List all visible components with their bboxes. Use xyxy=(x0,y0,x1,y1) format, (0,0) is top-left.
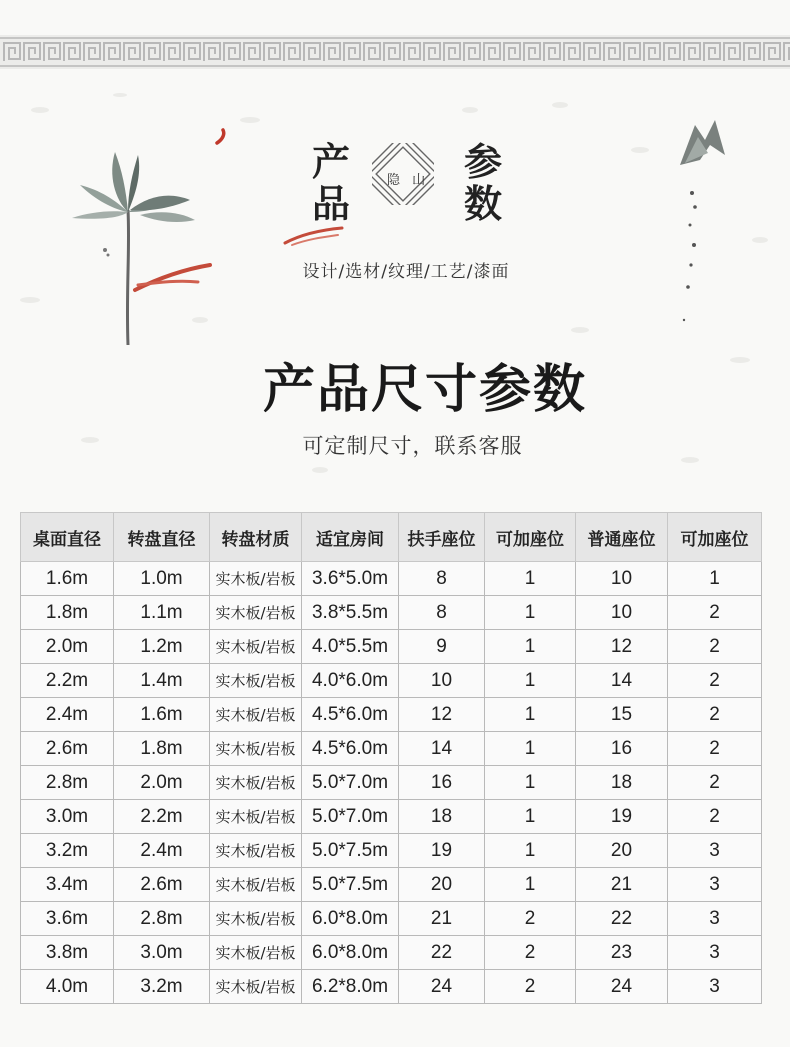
table-cell: 1 xyxy=(485,732,576,766)
table-cell: 10 xyxy=(576,596,668,630)
table-row xyxy=(21,698,762,732)
table-cell: 3.8*5.5m xyxy=(302,596,399,630)
title-char: 参 xyxy=(464,139,503,184)
table-cell: 9 xyxy=(399,630,485,664)
table-cell: 2.0m xyxy=(114,766,210,800)
table-row xyxy=(21,630,762,664)
table-cell: 19 xyxy=(399,834,485,868)
table-row xyxy=(21,766,762,800)
table-cell: 2.8m xyxy=(21,766,114,800)
table-cell: 实木板/岩板 xyxy=(210,630,302,664)
table-cell: 14 xyxy=(399,732,485,766)
table-cell: 实木板/岩板 xyxy=(210,868,302,902)
table-cell: 实木板/岩板 xyxy=(210,698,302,732)
table-body xyxy=(21,562,762,1004)
table-cell: 8 xyxy=(399,562,485,596)
column-header: 转盘直径 xyxy=(114,513,210,562)
table-row xyxy=(21,664,762,698)
table-cell: 2 xyxy=(668,596,762,630)
table-row xyxy=(21,868,762,902)
table-cell: 22 xyxy=(576,902,668,936)
table-cell: 24 xyxy=(576,970,668,1004)
table-cell: 实木板/岩板 xyxy=(210,902,302,936)
table-cell: 2 xyxy=(668,698,762,732)
table-cell: 3.0m xyxy=(21,800,114,834)
table-cell: 3.4m xyxy=(21,868,114,902)
table-cell: 1.6m xyxy=(21,562,114,596)
table-cell: 4.0m xyxy=(21,970,114,1004)
table-cell: 3.6m xyxy=(21,902,114,936)
table-cell: 3.8m xyxy=(21,936,114,970)
table-cell: 实木板/岩板 xyxy=(210,562,302,596)
table-row xyxy=(21,732,762,766)
product-params-title-block xyxy=(300,135,520,235)
red-brush-mark-icon xyxy=(211,128,231,148)
title-char: 品 xyxy=(312,181,351,226)
table-cell: 1.4m xyxy=(114,664,210,698)
table-cell: 实木板/岩板 xyxy=(210,766,302,800)
column-header: 可加座位 xyxy=(668,513,762,562)
table-row xyxy=(21,800,762,834)
table-cell: 10 xyxy=(399,664,485,698)
table-cell: 实木板/岩板 xyxy=(210,664,302,698)
table-row xyxy=(21,562,762,596)
table-row xyxy=(21,970,762,1004)
table-cell: 2.2m xyxy=(21,664,114,698)
table-row xyxy=(21,834,762,868)
table-cell: 1 xyxy=(485,834,576,868)
table-cell: 1 xyxy=(485,630,576,664)
table-cell: 2 xyxy=(668,766,762,800)
table-cell: 20 xyxy=(576,834,668,868)
table-cell: 12 xyxy=(576,630,668,664)
table-cell: 2.6m xyxy=(21,732,114,766)
table-cell: 2 xyxy=(485,936,576,970)
table-cell: 1 xyxy=(485,562,576,596)
table-cell: 1 xyxy=(485,766,576,800)
table-cell: 3 xyxy=(668,834,762,868)
lotus-ink-illustration xyxy=(60,140,220,350)
table-cell: 10 xyxy=(576,562,668,596)
table-cell: 1.0m xyxy=(114,562,210,596)
table-cell: 4.0*5.5m xyxy=(302,630,399,664)
seal-text: 隐 山 xyxy=(387,173,430,188)
table-cell: 6.0*8.0m xyxy=(302,936,399,970)
table-cell: 3.6*5.0m xyxy=(302,562,399,596)
subtitle: 设计/选材/纹理/工艺/漆面 xyxy=(302,262,510,282)
table-cell: 实木板/岩板 xyxy=(210,596,302,630)
table-cell: 2 xyxy=(668,732,762,766)
table-cell: 4.5*6.0m xyxy=(302,698,399,732)
table-cell: 6.2*8.0m xyxy=(302,970,399,1004)
table-row xyxy=(21,596,762,630)
decorative-border xyxy=(0,35,790,69)
table-cell: 2 xyxy=(668,664,762,698)
table-cell: 1 xyxy=(485,664,576,698)
table-header-row xyxy=(21,513,762,562)
table-cell: 5.0*7.5m xyxy=(302,868,399,902)
table-row xyxy=(21,936,762,970)
table-cell: 14 xyxy=(576,664,668,698)
title-char: 产 xyxy=(312,139,351,184)
column-header: 适宜房间 xyxy=(302,513,399,562)
table-cell: 1 xyxy=(485,868,576,902)
table-cell: 实木板/岩板 xyxy=(210,800,302,834)
column-header: 可加座位 xyxy=(485,513,576,562)
table-cell: 2.6m xyxy=(114,868,210,902)
table-cell: 2 xyxy=(485,902,576,936)
table-cell: 2.4m xyxy=(114,834,210,868)
table-cell: 2 xyxy=(485,970,576,1004)
table-cell: 12 xyxy=(399,698,485,732)
table-cell: 2 xyxy=(668,630,762,664)
table-cell: 5.0*7.0m xyxy=(302,800,399,834)
table-row xyxy=(21,902,762,936)
table-cell: 1.6m xyxy=(114,698,210,732)
table-cell: 1 xyxy=(485,800,576,834)
table-cell: 3.2m xyxy=(21,834,114,868)
column-header: 桌面直径 xyxy=(21,513,114,562)
table-cell: 2.2m xyxy=(114,800,210,834)
table-cell: 实木板/岩板 xyxy=(210,970,302,1004)
table-cell: 19 xyxy=(576,800,668,834)
table-cell: 22 xyxy=(399,936,485,970)
table-cell: 18 xyxy=(399,800,485,834)
table-cell: 实木板/岩板 xyxy=(210,834,302,868)
size-spec-table-wrapper xyxy=(20,512,762,1004)
table-cell: 24 xyxy=(399,970,485,1004)
table-cell: 3 xyxy=(668,970,762,1004)
table-cell: 4.0*6.0m xyxy=(302,664,399,698)
table-cell: 2.4m xyxy=(21,698,114,732)
table-cell: 实木板/岩板 xyxy=(210,936,302,970)
table-cell: 5.0*7.5m xyxy=(302,834,399,868)
mountain-ink-illustration xyxy=(670,115,730,335)
column-header: 扶手座位 xyxy=(399,513,485,562)
table-cell: 1.8m xyxy=(114,732,210,766)
table-cell: 1.2m xyxy=(114,630,210,664)
size-spec-table xyxy=(20,512,762,1004)
table-cell: 3.2m xyxy=(114,970,210,1004)
table-cell: 3 xyxy=(668,936,762,970)
table-cell: 4.5*6.0m xyxy=(302,732,399,766)
table-cell: 23 xyxy=(576,936,668,970)
table-cell: 实木板/岩板 xyxy=(210,732,302,766)
table-cell: 21 xyxy=(576,868,668,902)
table-cell: 1.8m xyxy=(21,596,114,630)
table-cell: 21 xyxy=(399,902,485,936)
table-cell: 18 xyxy=(576,766,668,800)
table-cell: 3.0m xyxy=(114,936,210,970)
column-header: 转盘材质 xyxy=(210,513,302,562)
table-cell: 2 xyxy=(668,800,762,834)
table-cell: 1.1m xyxy=(114,596,210,630)
page-subtitle: 可定制尺寸，联系客服 xyxy=(302,434,523,458)
table-cell: 6.0*8.0m xyxy=(302,902,399,936)
table-cell: 8 xyxy=(399,596,485,630)
table-cell: 2.0m xyxy=(21,630,114,664)
column-header: 普通座位 xyxy=(576,513,668,562)
table-cell: 16 xyxy=(399,766,485,800)
table-cell: 1 xyxy=(485,596,576,630)
table-cell: 1 xyxy=(485,698,576,732)
table-cell: 20 xyxy=(399,868,485,902)
table-cell: 1 xyxy=(668,562,762,596)
table-cell: 3 xyxy=(668,902,762,936)
title-char: 数 xyxy=(464,181,503,226)
table-cell: 16 xyxy=(576,732,668,766)
table-cell: 2.8m xyxy=(114,902,210,936)
table-cell: 3 xyxy=(668,868,762,902)
page-title: 产品尺寸参数 xyxy=(262,359,587,420)
table-cell: 15 xyxy=(576,698,668,732)
table-cell: 5.0*7.0m xyxy=(302,766,399,800)
